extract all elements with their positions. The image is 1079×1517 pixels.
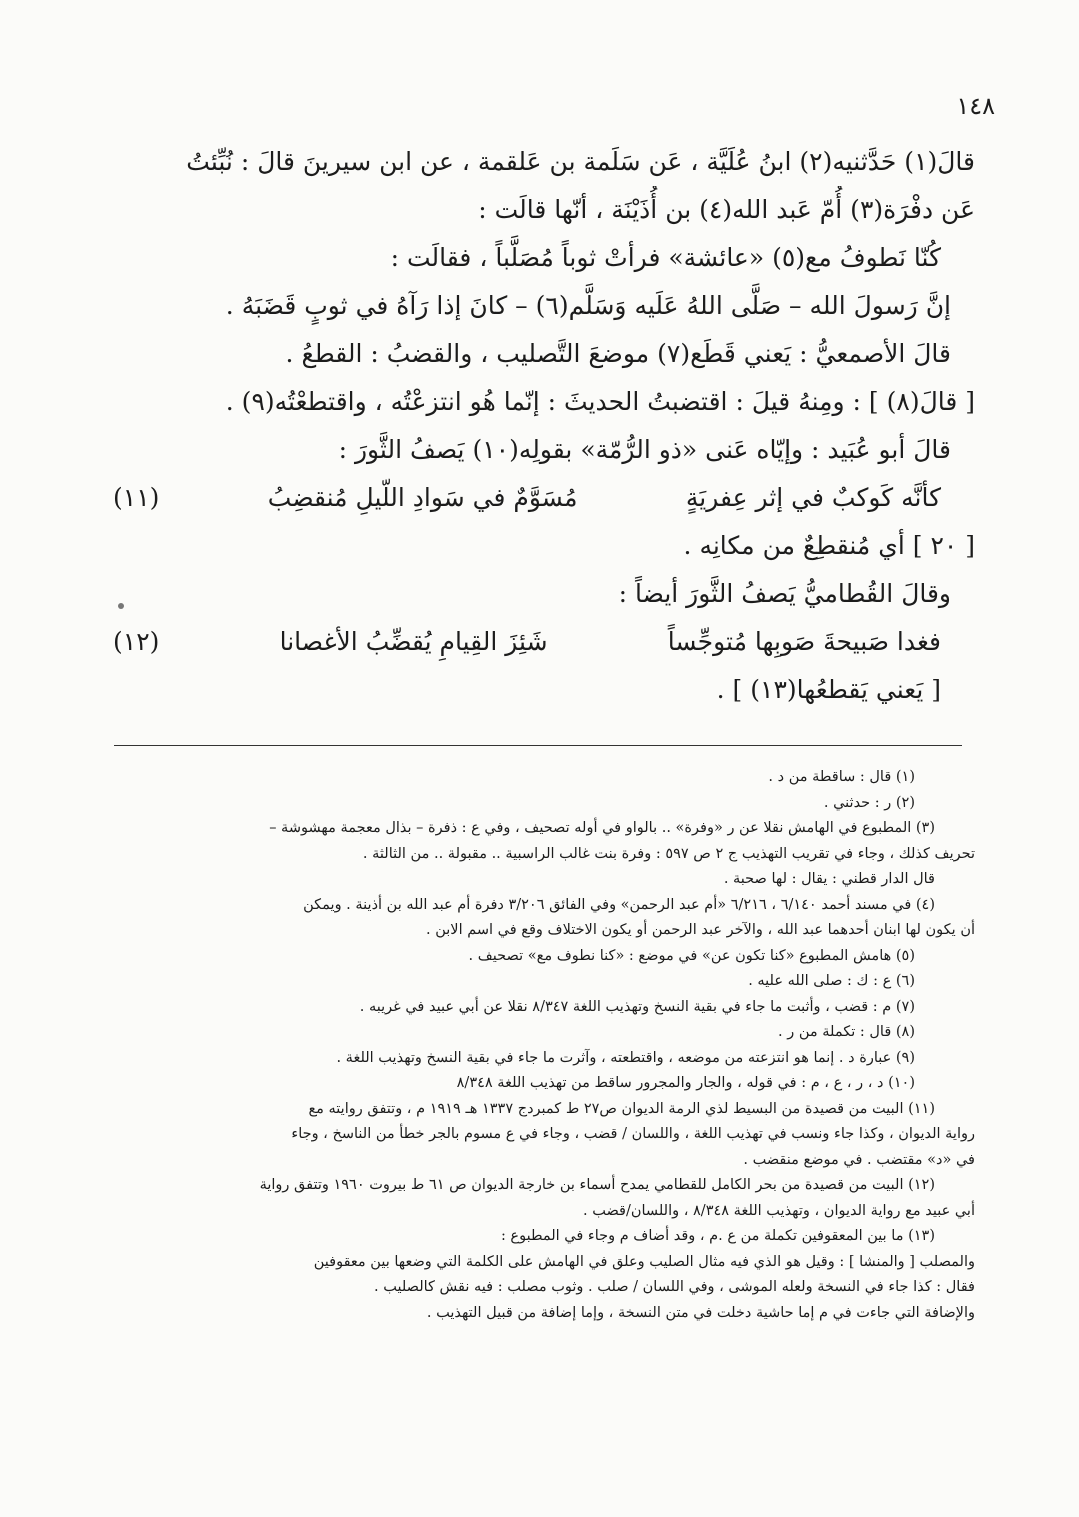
footnote-line: (٧) م : قضب ، وأثبت ما جاء في بقية النسخ وتهذيب اللغة ٨/٣٤٧ نقلا عن أبي عبيد في غريبه . xyxy=(359,998,915,1015)
footnote-line: (٢) ر : حدثني . xyxy=(823,794,915,811)
footnote-line: (١٣) ما بين المعقوفين تكملة من ع .م ، وقد أضاف م وجاء في المطبوع : xyxy=(500,1228,935,1244)
footnote-line: (٤) في مسند أحمد ٦/١٤٠ ، ٦/٢١٦ «أم عبد الرحمن» وفي الفائق ٣/٢٠٦ دفرة أم عبد الله بن أذينة . ويمكن xyxy=(303,896,935,913)
footnote-line: أن يكون لها ابنان أحدهما عبد الله ، والآخر عبد الرحمن أو يكون الاختلاف وقع في اسم الابن . xyxy=(426,922,975,938)
first-hemistich: كأنَّه كَوكبٌ في إثر عِفريَةٍ xyxy=(685,483,941,512)
footnote-line: (١٠) د ، ر ، ع ، م : في قوله ، والجار والمجرور ساقط من تهذيب اللغة ٨/٣٤٨ xyxy=(456,1075,915,1091)
text-line: عَن دفْرَة(٣) أُمّ عَبد الله(٤) بن أُذَيْنَة ، أنّها قالَت : xyxy=(478,195,975,224)
text-line: إنَّ رَسولَ الله – صَلَّى اللهُ عَلَيه وَسَلَّم(٦) – كانَ إذا رَآهُ في ثوبٍ قَضَبَهُ . xyxy=(225,291,951,320)
text-line: [ يَعني يَقطعُها(١٣) ] . xyxy=(716,675,941,704)
footnote-line: تحريف كذلك ، وجاء في تقريب التهذيب ج ٢ ص ٥٩٧ : وفرة بنت غالب الراسبية .. مقبولة .. من الثالثة . xyxy=(362,845,975,862)
footnote-line: أبي عبيد مع رواية الديوان ، وتهذيب اللغة ٨/٣٤٨ ، واللسان/قضب . xyxy=(583,1202,975,1219)
footnote-line: فقال : كذا جاء في النسخة ولعله الموشى ، وفي اللسان / صلب . وثوب مصلب : فيه نقش كالصليب . xyxy=(374,1279,975,1295)
text-line: قالَ الأصمعيُّ : يَعني قَطَع(٧) موضعَ التَّصليب ، والقضبُ : القطعُ . xyxy=(285,339,951,368)
text-line: قالَ(١) حَدَّثنيه(٢) ابنُ عُلَيَّة ، عَن سَلَمة بن عَلقمة ، عن ابن سيرينَ قالَ : نُبِّئتُ xyxy=(186,147,975,176)
footnote-line: رواية الديوان ، وكذا جاء ونسب في تهذيب اللغة ، واللسان / قضب ، وجاء في ع مسوم بالجر خطأ من الناسخ ، وجاء xyxy=(291,1126,975,1142)
footnote-line: (٩) عبارة د . إنما هو انتزعته من موضعه ، واقتطعته ، وآثرت ما جاء في بقية النسخ وتهذيب اللغة . xyxy=(336,1049,915,1066)
main-text-block xyxy=(113,138,975,714)
footnote-ref: (١١) xyxy=(113,483,160,512)
footnote-line: (٥) هامش المطبوع «كنا تكون عن» في موضع : «كنا نطوف مع» تصحيف . xyxy=(468,947,915,964)
scan-speck xyxy=(118,603,124,609)
footnote-line: (١) قال : ساقطة من د . xyxy=(768,769,915,785)
footnote-line: (٣) المطبوع في الهامش نقلا عن ر «وفرة» .. بالواو في أوله تصحيف ، وفي ع : ذفرة – بذال معجمة مهشوشة – xyxy=(269,820,935,836)
footnote-line: (١٢) البيت من قصيدة من بحر الكامل للقطامي يمدح أسماء بن خارجة الديوان ص ٦١ ط بيروت ١٩٦٠ وتتفق رواية xyxy=(259,1177,935,1193)
footnote-ref: (١٢) xyxy=(113,627,160,656)
second-hemistich: شَئِزَ القِيامِ يُقضِّبُ الأغصانا xyxy=(279,627,548,656)
second-hemistich: مُسَوَّمٌ في سَوادِ اللّيلِ مُنقضِبُ xyxy=(267,483,578,512)
text-line: وقالَ القُطاميُّ يَصفُ الثَّورَ أيضاً : xyxy=(618,579,951,608)
footnote-line: (٦) ع : ك : صلى الله عليه . xyxy=(748,973,915,989)
text-line: قالَ أبو عُبَيد : وإيّاه عَنى «ذو الرُّمّة» بقولِه(١٠) يَصفُ الثَّورَ : xyxy=(338,435,951,464)
footnote-divider xyxy=(114,745,962,746)
poem-verse-2 xyxy=(113,618,975,666)
footnote-line: في «د» مقتضب . في موضع منقضب . xyxy=(743,1151,975,1168)
footnote-line: والإضافة التي جاءت في م إما حاشية دخلت في متن النسخة ، وإما إضافة من قبيل التهذيب . xyxy=(426,1304,975,1321)
text-line: [ قالَ(٨) ] : ومِنهُ قيلَ : اقتضبتُ الحديثَ : إنّما هُو انتزعْتُه ، واقتطعْتُه(٩) . xyxy=(225,387,975,416)
poem-verse-1 xyxy=(113,474,975,522)
page-number: ١٤٨ xyxy=(956,92,995,120)
first-hemistich: فغدا صَبيحةَ صَوبِها مُتوجِّساً xyxy=(667,627,941,656)
text-line: [ ٢٠ ] أي مُنقطِعٌ من مكانِه . xyxy=(683,531,975,560)
footnote-line: (١١) البيت من قصيدة من البسيط لذي الرمة الديوان ص٢٧ ط كمبردج ١٣٣٧ هـ ١٩١٩ م ، وتتفق روايته مع xyxy=(308,1100,935,1117)
footnotes-block xyxy=(113,765,975,1326)
text-line: كُنّا نَطوفُ مع(٥) «عائشة» فرأتْ ثوباً مُصَلَّباً ، فقالَت : xyxy=(390,243,941,272)
footnote-line: قال الدار قطني : يقال : لها صحبة . xyxy=(723,871,935,887)
footnote-line: والمصلب [ والمنشا ] : وقيل هو الذي فيه مثال الصليب وعلق في الهامش على الكلمة التي وضعها بين معقوفين xyxy=(313,1253,975,1270)
footnote-line: (٨) قال : تكملة من ر . xyxy=(778,1024,915,1040)
